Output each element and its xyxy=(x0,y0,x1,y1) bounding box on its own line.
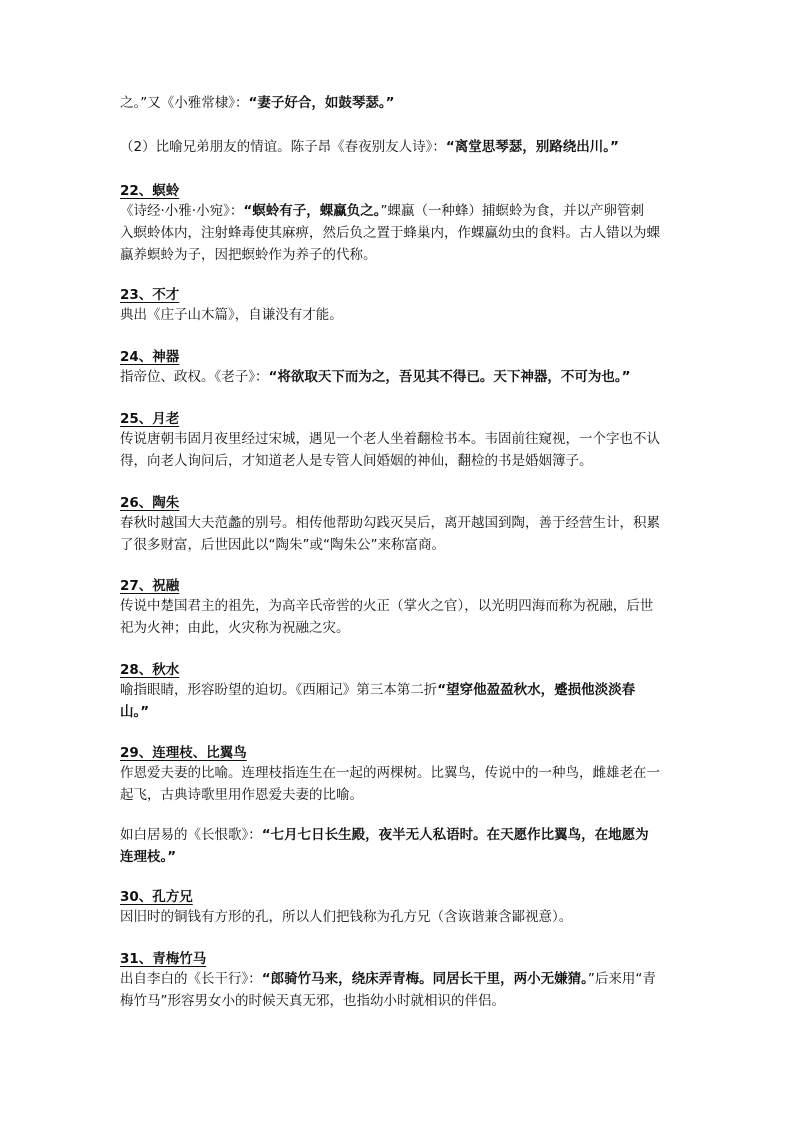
quote: “螟蛉有子，蜾蠃负之。 xyxy=(243,203,381,219)
entry-heading-26: 26、陶朱 xyxy=(120,495,180,511)
entry-heading-28: 28、秋水 xyxy=(120,662,180,678)
text: 喻指眼睛，形容盼望的迫切。《西厢记》第三本第二折 xyxy=(120,682,438,698)
quote: “妻子好合，如鼓琴瑟。” xyxy=(248,95,395,111)
entry-body-29 xyxy=(120,762,680,806)
entry-heading-23: 23、不才 xyxy=(120,287,180,303)
text-line: 因旧时的铜钱有方形的孔，所以人们把钱称为孔方兄（含诙谐兼含鄙视意）。 xyxy=(120,909,573,925)
paragraph-qinse-2 xyxy=(120,136,680,158)
entry-heading-25: 25、月老 xyxy=(120,411,180,427)
entry-body-29-example xyxy=(120,824,680,868)
entry-heading-24: 24、神器 xyxy=(120,349,180,365)
entry-body-23 xyxy=(120,304,680,326)
text: 出自李白的《长干行》： xyxy=(120,971,262,987)
quote: “望穿他盈盈秋水，蹙损他淡淡春 xyxy=(437,682,636,698)
entry-body-26 xyxy=(120,512,680,556)
quote: “离堂思琴瑟，别路绕出川。” xyxy=(445,139,619,155)
quote-line: 连理枝。” xyxy=(120,849,177,865)
text-line: 典出《庄子山木篇》，自谦没有才能。 xyxy=(120,307,343,323)
entry-heading-30: 30、孔方兄 xyxy=(120,889,193,905)
entry-body-22 xyxy=(120,200,680,266)
text-line: 传说中楚国君主的祖先，为高辛氏帝喾的火正（掌火之官），以光明四海而称为祝融，后世 xyxy=(120,598,654,614)
text-line: 起飞，古典诗歌里用作恩爱夫妻的比喻。 xyxy=(120,787,363,803)
text: （2）比喻兄弟朋友的情谊。陈子昂《春夜别友人诗》： xyxy=(120,139,446,155)
entry-heading-31: 31、青梅竹马 xyxy=(120,951,207,967)
entry-body-25 xyxy=(120,428,680,472)
quote: “郎骑竹马来，绕床弄青梅。同居长干里，两小无嫌猜。 xyxy=(261,971,588,987)
text-line: 蠃养螟蛉为子，因把螟蛉作为养子的代称。 xyxy=(120,247,377,263)
text-line: 春秋时越国大夫范蠡的别号。相传他帮助勾践灭吴后，离开越国到陶，善于经营生计，积累 xyxy=(120,515,660,531)
quote: “将欲取天下而为之，吾见其不得已。天下神器，不可为也。” xyxy=(268,369,631,385)
text: 之。”又《小雅常棣》： xyxy=(120,95,249,111)
entry-body-28 xyxy=(120,679,680,723)
quote: “七月七日长生殿，夜半无人私语时。在天愿作比翼鸟，在地愿为 xyxy=(261,827,649,843)
text-line: 得，向老人询问后，才知道老人是专管人间婚姻的神仙，翻检的书是婚姻簿子。 xyxy=(120,453,593,469)
text: ”后来用“青 xyxy=(587,971,656,987)
entry-heading-22: 22、螟蛉 xyxy=(120,183,180,199)
text: ”蜾蠃（一种蜂）捕螟蛉为食，并以产卵管刺 xyxy=(380,203,644,219)
entry-body-30 xyxy=(120,906,680,928)
entry-body-31 xyxy=(120,968,680,1012)
text-line: 祀为火神；由此，火灾称为祝融之灾。 xyxy=(120,620,350,636)
text-line: 了很多财富，后世因此以“陶朱”或“陶朱公”来称富商。 xyxy=(120,537,445,553)
text: 如白居易的《长恨歌》： xyxy=(120,827,262,843)
entry-heading-29: 29、连理枝、比翼鸟 xyxy=(120,745,247,761)
entry-body-27 xyxy=(120,595,680,639)
text: 指帝位、政权。《老子》： xyxy=(120,369,269,385)
quote-line: 山。” xyxy=(120,704,150,720)
text-line: 作恩爱夫妻的比喻。连理枝指连生在一起的两棵树。比翼鸟，传说中的一种鸟，雌雄老在一 xyxy=(120,765,660,781)
text-line: 梅竹马”形容男女小的时候天真无邪，也指幼小时就相识的伴侣。 xyxy=(120,993,505,1009)
entry-heading-27: 27、祝融 xyxy=(120,578,180,594)
entry-body-24 xyxy=(120,366,680,388)
text-line: 传说唐朝韦固月夜里经过宋城，遇见一个老人坐着翻检书本。韦固前往窥视，一个字也不认 xyxy=(120,431,660,447)
paragraph-qinse-1 xyxy=(120,92,680,114)
text-line: 入螟蛉体内，注射蜂毒使其麻痹，然后负之置于蜂巢内，作蜾蠃幼虫的食料。古人错以为蜾 xyxy=(120,225,660,241)
text: 《诗经·小雅·小宛》： xyxy=(120,203,244,219)
